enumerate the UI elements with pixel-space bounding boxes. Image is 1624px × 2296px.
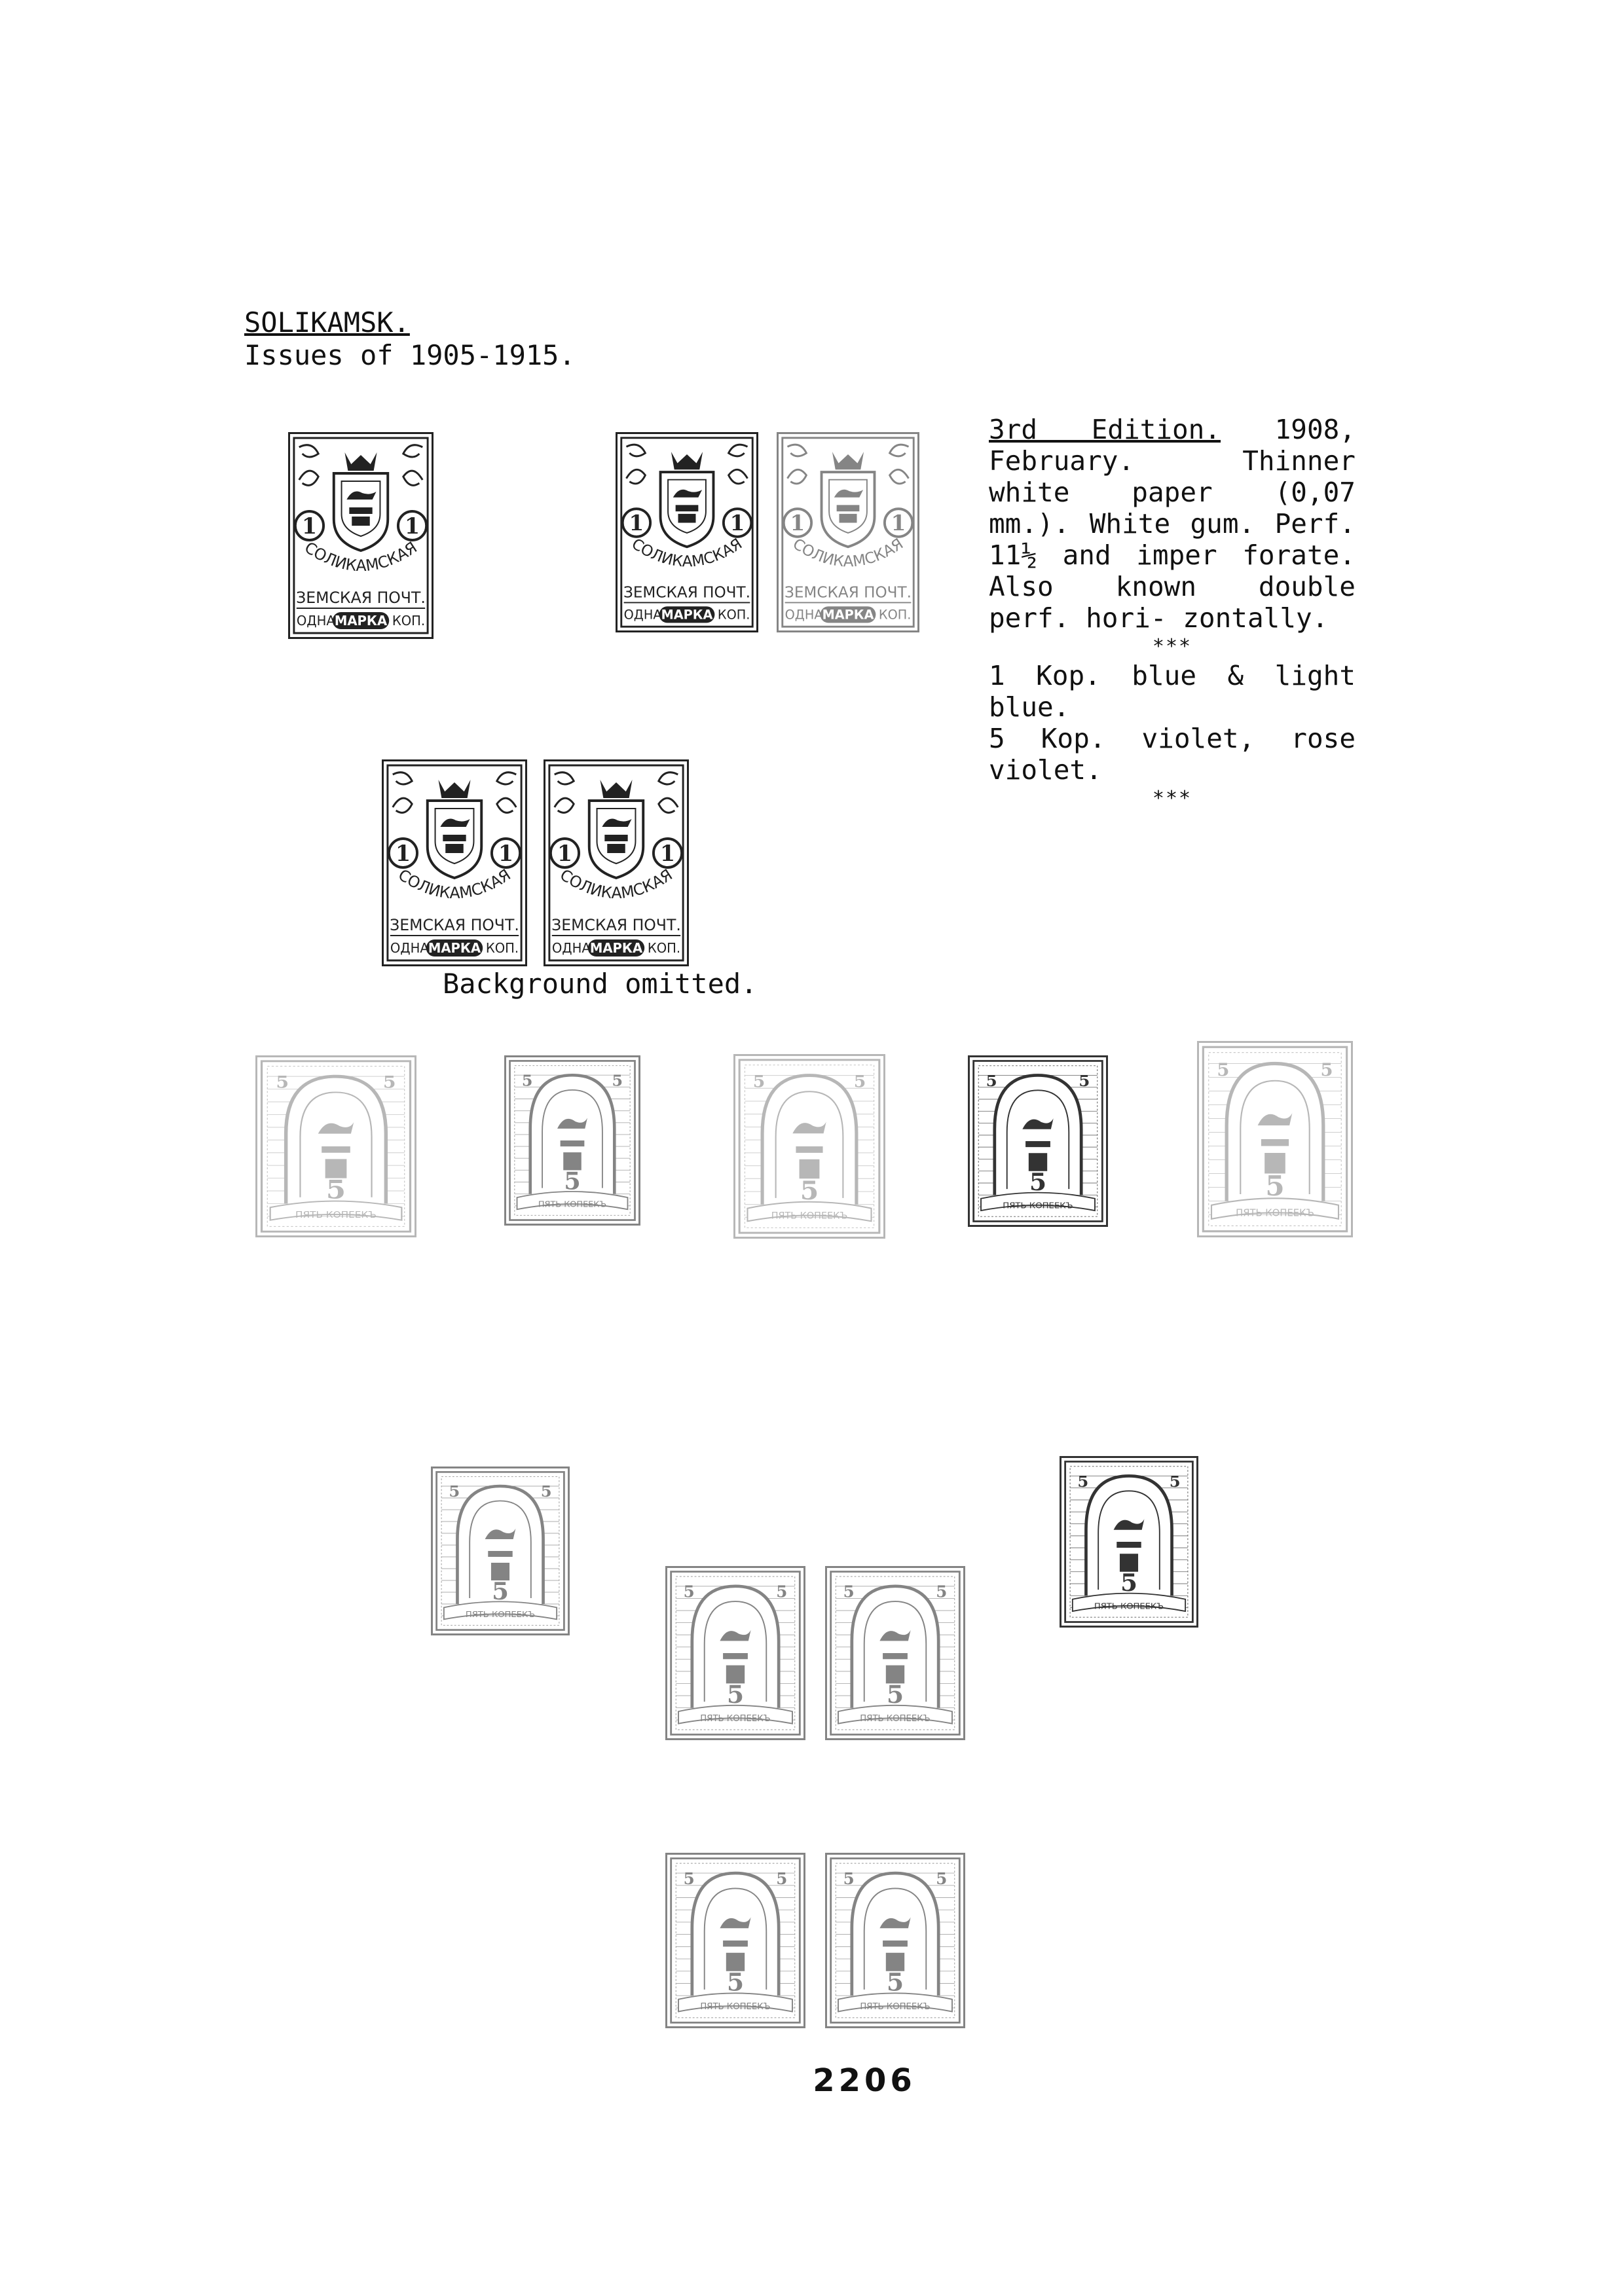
stamp-5-kop [1060, 1456, 1198, 1628]
stamp-5-kop-pair-right [825, 1566, 965, 1740]
stamp-5-kop [733, 1054, 885, 1239]
stamp-5-kop-pair-right [825, 1853, 965, 2028]
stamp-5-kop [504, 1055, 640, 1226]
stamp-1-kop-bg-omitted-right [544, 759, 689, 966]
stamp-1-kop-pair-right [777, 432, 919, 632]
stamp-1-kop-bg-omitted-left [382, 759, 527, 966]
caption-background-omitted: Background omitted. [443, 968, 758, 1000]
stamp-5-kop [255, 1055, 416, 1237]
separator-stars: *** [1152, 635, 1192, 658]
value-line-2: 5 Kop. violet, rose violet. [989, 723, 1356, 786]
separator-stars-2: *** [1152, 787, 1192, 810]
edition-description [989, 414, 1356, 812]
stamp-5-kop-pair-left [665, 1566, 805, 1740]
stamp-1-kop-single [288, 432, 434, 639]
stamp-5-kop [1197, 1041, 1353, 1237]
stamp-5-kop [431, 1467, 570, 1635]
stamp-5-kop-pair-left [665, 1853, 805, 2028]
page-title: SOLIKAMSK. [244, 306, 410, 338]
page-number: 2206 [813, 2062, 916, 2099]
value-line-1: 1 Kop. blue & light blue. [989, 660, 1356, 723]
stamp-5-kop [968, 1055, 1108, 1227]
edition-text: 1908, February. Thinner white paper (0,07 mm.). White gum. Perf. 11½ and imper forate. Also known double perf. hori- zontally. [989, 414, 1356, 634]
edition-heading: 3rd Edition. [989, 414, 1221, 445]
page-subtitle: Issues of 1905-1915. [244, 339, 576, 371]
page-header [244, 306, 576, 372]
stamp-1-kop-pair-left [616, 432, 758, 632]
